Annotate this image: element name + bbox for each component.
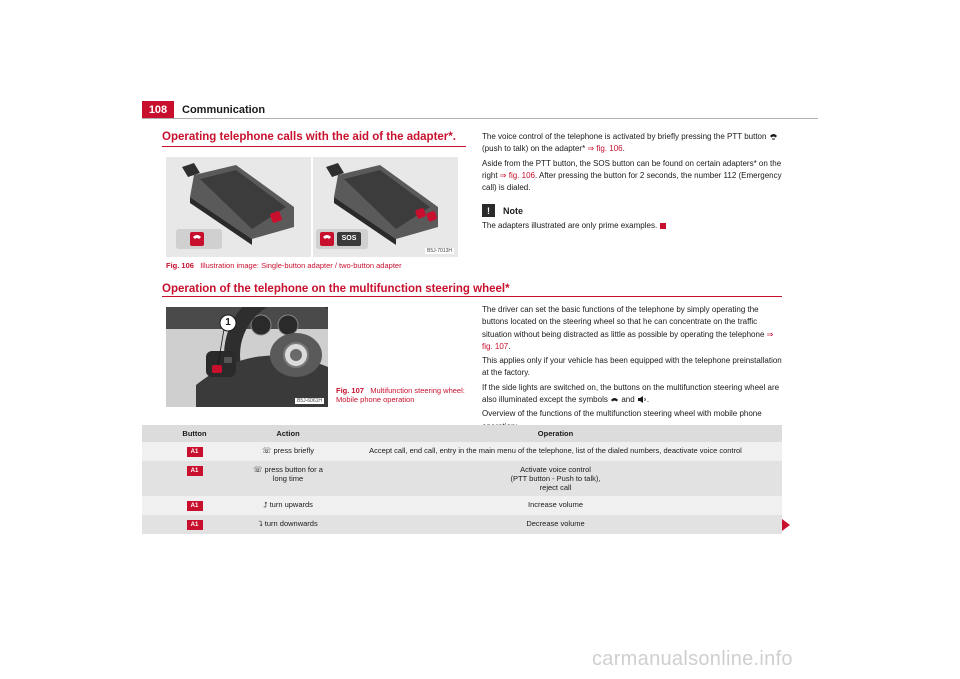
ptt-button-2 bbox=[320, 232, 334, 246]
note-body: The adapters illustrated are only prime examples. bbox=[482, 221, 658, 230]
watermark: carmanualsonline.info bbox=[592, 648, 793, 670]
figure-caption-106 bbox=[166, 261, 402, 270]
figure-code-107: B5J-6061H bbox=[296, 398, 322, 404]
steering-paragraph-1: The driver can set the basic functions of the telephone by simply operating the buttons located on the steering wheel so that he can concentrate on the traffic situation without being distracted as little as possible by operating the telephone bbox=[482, 305, 765, 339]
row-action: turn upwards bbox=[269, 500, 313, 509]
row-action: press button for a long time bbox=[264, 465, 323, 483]
row-operation-line-2: (PTT button - Push to talk), bbox=[510, 474, 601, 483]
sos-label: SOS bbox=[341, 235, 357, 242]
section-title-steering: Operation of the telephone on the multifunction steering wheel* bbox=[162, 283, 510, 295]
figure-code-106: B5J-7013H bbox=[426, 248, 452, 254]
volume-down-icon: ⮧ bbox=[258, 519, 263, 528]
steering-body-text: The driver can set the basic functions of the telephone by simply operating the buttons located on the steering wheel so that he can concentrate on the traffic situation without being distracted as little as possible by operating the telephone ⇒ fig. 107. This applies only if your vehicle has been equipped with the telephone preinstallation at the factory. If the side lights are switched on, the buttons on the multifunction steering wheel are also illuminated except the symbols and . Overview of the functions of the multifunction steering wheel with mobile phone bbox=[482, 304, 782, 435]
page-number: 108 bbox=[142, 101, 174, 119]
note-text bbox=[482, 221, 666, 230]
fig-107-link[interactable]: ⇒ fig. 107 bbox=[482, 329, 774, 351]
steering-paragraph-3: If the side lights are switched on, the buttons on the multifunction steering wheel are also illuminated except the symbols bbox=[482, 382, 780, 405]
steering-functions-table bbox=[142, 425, 782, 534]
ptt-paragraph-b: (push to talk) on the adapter* bbox=[482, 144, 586, 154]
chapter-title: Communication bbox=[182, 104, 266, 116]
row-operation-line-3: reject call bbox=[539, 483, 572, 492]
ptt-phone-icon bbox=[769, 132, 778, 141]
row-operation: Accept call, end call, entry in the main menu of the telephone, list of the dialed numbers, deactivate voice control bbox=[329, 442, 782, 461]
sos-paragraph-b: . After pressing the button for 2 seconds, the number 112 (Emergency call) is dialed. bbox=[482, 170, 782, 193]
symbols-and: and bbox=[621, 395, 635, 405]
header-operation: Operation bbox=[329, 425, 782, 442]
steering-wheel-illustration bbox=[166, 307, 328, 407]
figure-adapters bbox=[166, 157, 458, 257]
button-badge: A1 bbox=[187, 520, 203, 530]
section-title-adapter: Operating telephone calls with the aid of the adapter*. bbox=[162, 131, 456, 143]
fig-106-link-2[interactable]: ⇒ fig. 106 bbox=[499, 170, 535, 180]
header-action: Action bbox=[247, 425, 329, 442]
button-badge: A1 bbox=[187, 501, 203, 511]
table-row bbox=[142, 442, 782, 461]
row-action: turn downwards bbox=[264, 519, 318, 528]
note-icon: ! bbox=[482, 204, 495, 217]
section-rule-steering bbox=[162, 296, 782, 297]
adapter-illustration bbox=[166, 157, 458, 257]
table-row bbox=[142, 461, 782, 496]
sos-paragraph-a: Aside from the PTT button, the SOS button can be found on certain adapters* on the right bbox=[482, 158, 782, 180]
table-header-row bbox=[142, 425, 782, 442]
header-rule bbox=[142, 118, 818, 119]
phone-action-icon: ☏ bbox=[262, 446, 272, 455]
caption-label-107: Fig. 107 bbox=[336, 386, 364, 395]
volume-symbol-icon bbox=[637, 395, 647, 404]
row-action: press briefly bbox=[273, 446, 314, 455]
figure-steering-wheel bbox=[166, 307, 328, 407]
callout-1: 1 bbox=[225, 317, 231, 328]
phone-action-icon: ☏ bbox=[253, 465, 263, 474]
ptt-button bbox=[190, 232, 204, 246]
caption-text-107: Multifunction steering wheel: Mobile phone operation bbox=[336, 386, 465, 404]
table-row bbox=[142, 515, 782, 534]
fig-106-link[interactable]: ⇒ fig. 106 bbox=[587, 144, 623, 154]
steering-paragraph-2: This applies only if your vehicle has been equipped with the telephone preinstallation at the factory. bbox=[482, 356, 782, 378]
ptt-paragraph-a: The voice control of the telephone is activated by briefly pressing the PTT button bbox=[482, 132, 767, 141]
button-badge: A1 bbox=[187, 447, 203, 457]
button-badge: A1 bbox=[187, 466, 203, 476]
note-header bbox=[482, 204, 523, 217]
header-button: Button bbox=[142, 425, 247, 442]
adapter-body-text: The voice control of the telephone is activated by briefly pressing the PTT button (push to talk) on the adapter* ⇒ fig. 106. Aside from the PTT button, the SOS button can be found on certain adapters* on the right ⇒ fig. 106. After pressing the button for 2 seconds, the number 112 (Emergency call) is dialed. bbox=[482, 132, 782, 193]
table-row bbox=[142, 496, 782, 515]
row-operation: Increase volume bbox=[329, 496, 782, 515]
end-of-section-icon bbox=[660, 223, 666, 229]
figure-caption-107 bbox=[336, 386, 466, 404]
row-operation bbox=[329, 461, 782, 496]
steering-paragraph-4: Overview of the functions of the multifunction steering wheel with mobile phone bbox=[482, 409, 762, 419]
volume-up-icon: ⮥ bbox=[263, 500, 268, 509]
phone-symbol-icon bbox=[610, 395, 619, 404]
next-page-arrow-icon[interactable] bbox=[782, 519, 790, 531]
row-operation: Decrease volume bbox=[329, 515, 782, 534]
caption-text-106: Illustration image: Single-button adapter / two-button adapter bbox=[200, 261, 402, 270]
note-label: Note bbox=[503, 205, 523, 216]
caption-label-106: Fig. 106 bbox=[166, 261, 194, 270]
row-operation-line-1: Activate voice control bbox=[520, 465, 591, 474]
section-rule-adapter bbox=[162, 146, 466, 147]
